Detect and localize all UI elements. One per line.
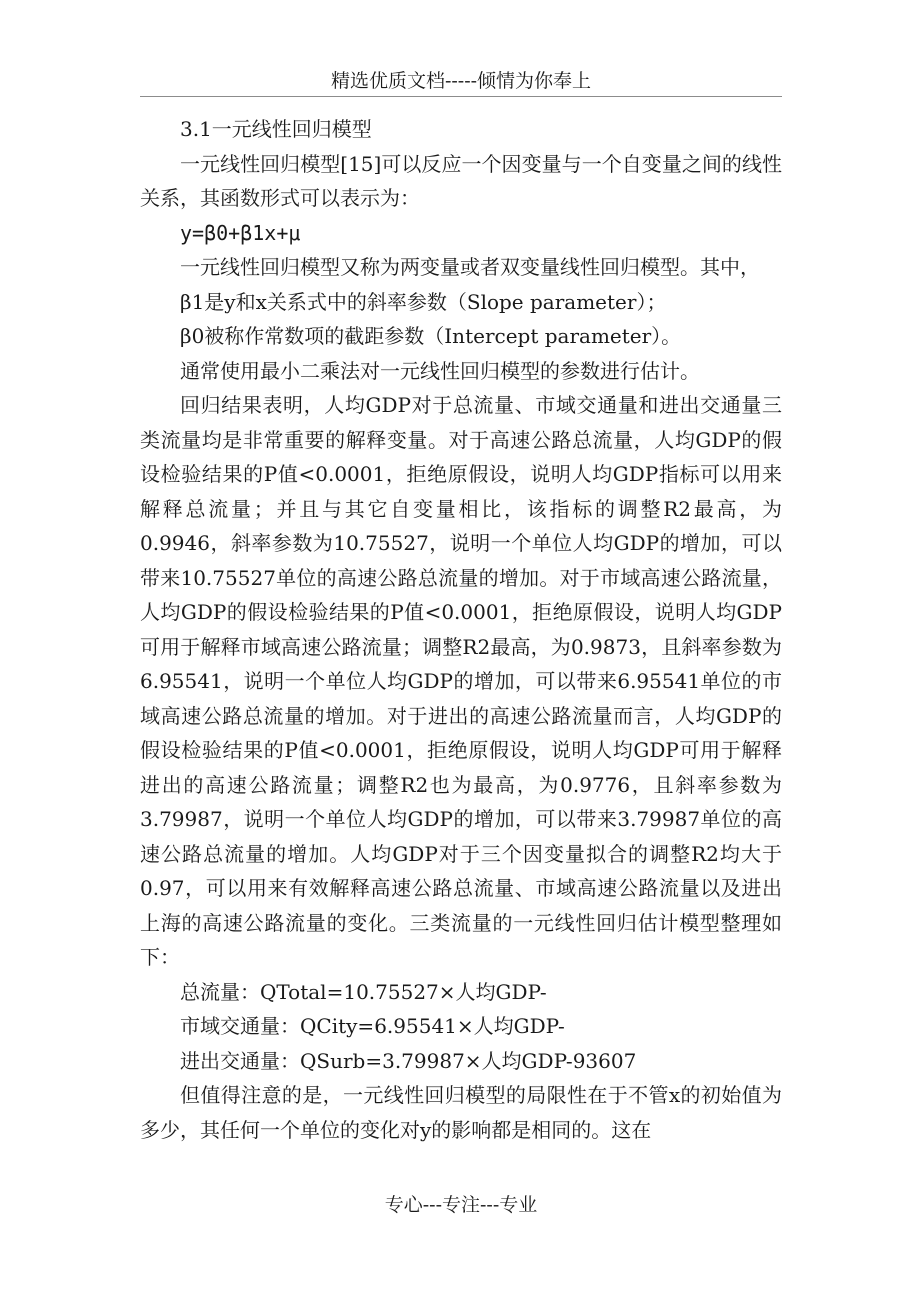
paragraph-limitation: 但值得注意的是，一元线性回归模型的局限性在于不管x的初始值为多少，其任何一个单位的变化对y的影响都是相同的。这在 xyxy=(140,1083,782,1142)
paragraph-results: 回归结果表明，人均GDP对于总流量、市域交通量和进出交通量三类流量均是非常重要的解释变量。对于高速公路总流量，人均GDP的假设检验结果的P值<0.0001，拒绝原假设，说明人均GDP指标可以用来解释总流量；并且与其它自变量相比，该指标的调整R2最高，为0.9946，斜率参数为10.75527，说明一个单位人均GDP的增加，可以带来10.75527单位的高速公路总流量的增加。对于市域高速公路流量，人均GDP的假设检验结果的P值<0.0001，拒绝原假设，说明人均GDP可用于解释市域高速公路流量；调整R2最高，为0.9873，且斜率参数为6.95541，说明一个单位人均GDP的增加，可以带来6.95541单位的市域高速公路总流量的增加。对于进出的高速公路流量而言，人均GDP的假设检验结果的P值<0.0001，拒绝原假设，说明人均GDP可用于解释进出的高速公路流量；调整R2也为最高，为0.9776，且斜率参数为3.79987，说明一个单位人均GDP的增加，可以带来3.79987单位的高速公路总流量的增加。人均GDP对于三个因变量拟合的调整R2均大于0.97，可以用来有效解释高速公路总流量、市域高速公路流量以及进出上海的高速公路流量的变化。三类流量的一元线性回归估计模型整理如下： xyxy=(140,393,782,969)
formula: y=β0+β1x+μ xyxy=(180,220,301,245)
footer-text: 专心---专注---专业 xyxy=(384,1194,538,1216)
model-total: 总流量：QTotal=10.75527×人均GDP- xyxy=(180,979,547,1004)
definition-beta0: β0被称作常数项的截距参数（Intercept parameter）。 xyxy=(180,324,682,348)
page-footer xyxy=(140,1190,782,1220)
document-body xyxy=(140,112,782,1147)
paragraph-intro: 一元线性回归模型[15]可以反应一个因变量与一个自变量之间的线性关系，其函数形式可以表示为： xyxy=(140,151,782,210)
paragraph-definition: 一元线性回归模型又称为两变量或者双变量线性回归模型。其中， xyxy=(180,255,760,279)
model-surb: 进出交通量：QSurb=3.79987×人均GDP-93607 xyxy=(180,1048,637,1073)
definition-beta1: β1是y和x关系式中的斜率参数（Slope parameter）； xyxy=(180,289,667,314)
section-title: 3.1一元线性回归模型 xyxy=(180,117,372,141)
page-header xyxy=(140,66,782,97)
model-city: 市域交通量：QCity=6.95541×人均GDP- xyxy=(180,1014,565,1038)
header-text: 精选优质文档-----倾情为你奉上 xyxy=(330,70,592,92)
paragraph-estimation: 通常使用最小二乘法对一元线性回归模型的参数进行估计。 xyxy=(180,358,700,383)
